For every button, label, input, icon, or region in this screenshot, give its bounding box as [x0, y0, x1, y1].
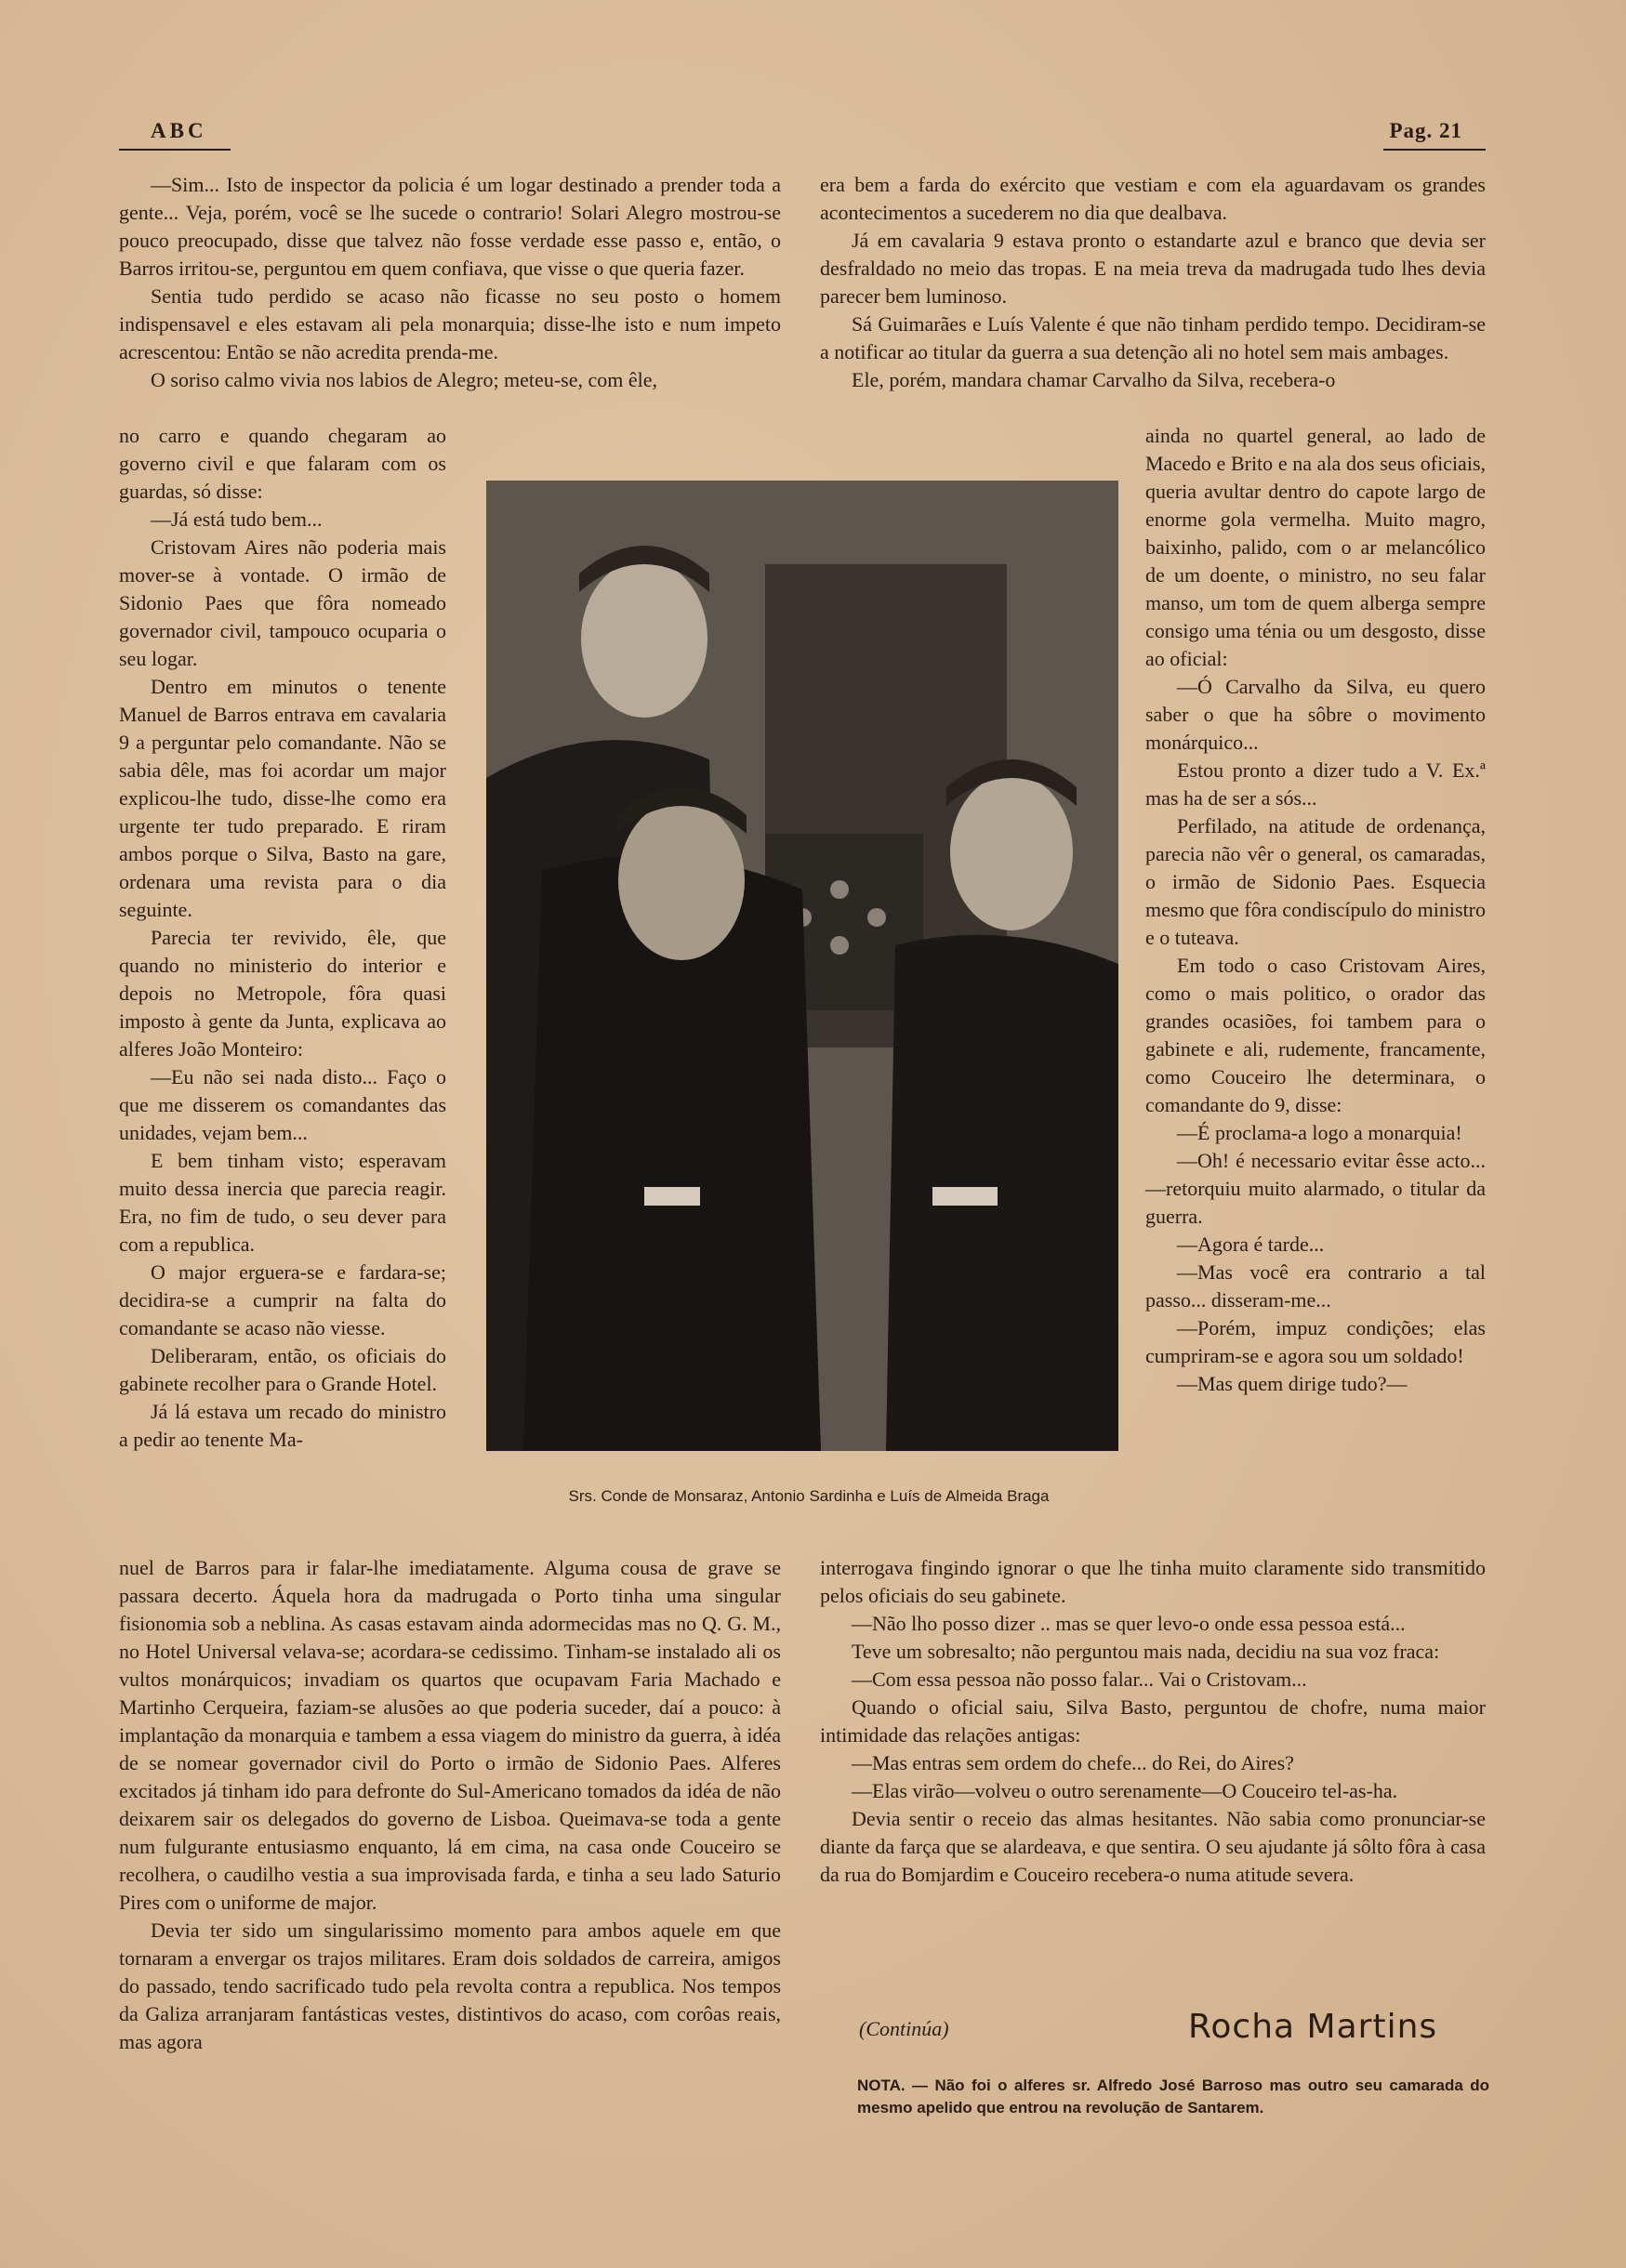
paragraph: —Oh! é necessario evitar êsse acto...—retorquiu muito alarmado, o titular da guerra. [1145, 1149, 1486, 1228]
paragraph: Devia ter sido um singularissimo momento para ambos aquele em que tornaram a envergar os trajos militares. Eram dois soldados de carreira, amigos do passado, tendo sacrificado tudo pela revolta contra a republica. Nos tempos da Galiza arranjaram fantásticas vestes, distintivos do acaso, com corôas reais, mas agora [119, 1919, 781, 2053]
paragraph: O soriso calmo vivia nos labios de Alegro; meteu-se, com êle, [151, 368, 657, 391]
portrait-illustration [486, 481, 1118, 1451]
paragraph: —Não lho posso dizer .. mas se quer levo-o onde essa pessoa está... [852, 1612, 1406, 1635]
column-left-bottom [119, 1554, 781, 2056]
paragraph: —Eu não sei nada disto... Faço o que me disserem os comandantes das unidades, vejam bem... [119, 1065, 446, 1144]
paragraph: interrogava fingindo ignorar o que lhe tinha muito claramente sido transmitido pelos oficiais do seu gabinete. [820, 1556, 1486, 1607]
paragraph: nuel de Barros para ir falar-lhe imediatamente. Alguma cousa de grave se passara decerto. Áquela hora da madrugada o Porto tinha uma singular fisionomia sob a neblina. As casas estavam ainda adormecidas mas no Q. G. M., no Hotel Universal velava-se; acordara-se cedissimo. Tinham-se instalado ali os vultos monárquicos; invadiam os quartos que ocupavam Faria Machado e Martinho Cerqueira, faziam-se alusões ao que poderia suceder, daí a pouco: à implantação da monarquia e tambem a essa viagem do ministro da guerra, à idéa de se nomear governador civil do Porto o irmão de Sidonio Paes. Alferes excitados já tinham ido para defronte do Sul-Americano tomados da idéa de não deixarem sair os delegados do governo de Lisboa. Queimava-se toda a gente num fulgurante entusiasmo enquanto, lá em cima, na casa onde Couceiro se recolhera, o caudilho vestia a sua improvisada farda, e tinha a seu lado Saturio Pires com o uniforme de major. [119, 1556, 781, 1914]
paragraph: —Mas quem dirige tudo?— [1177, 1372, 1408, 1395]
paragraph: Estou pronto a dizer tudo a V. Ex.ª mas ha de ser a sós... [1145, 758, 1486, 810]
paragraph: Sá Guimarães e Luís Valente é que não tinham perdido tempo. Decidiram-se a notificar ao titular da guerra a sua detenção ali no hotel sem mais ambages. [820, 312, 1486, 363]
paragraph: —Porém, impuz condições; elas cumpriram-se e agora sou um soldado! [1145, 1316, 1486, 1367]
paragraph: —É proclama-a logo a monarquia! [1177, 1121, 1462, 1144]
column-right-narrow [1145, 422, 1486, 1398]
paragraph: Perfilado, na atitude de ordenança, parecia não vêr o general, os camaradas, o irmão de Sidonio Paes. Esquecia mesmo que fôra condiscípulo do ministro e o tuteava. [1145, 814, 1486, 949]
footnote: NOTA. — Não foi o alferes sr. Alfredo José Barroso mas outro seu camarada do mesmo apelido que entrou na revolução de Santarem. [857, 2077, 1489, 2116]
paragraph: —Já está tudo bem... [151, 508, 323, 531]
column-right-bottom [820, 1554, 1486, 1889]
paragraph: Parecia ter revivido, êle, que quando no ministerio do interior e depois no Metropole, fôra quasi imposto à gente da Junta, explicava ao alferes João Monteiro: [119, 926, 446, 1061]
header-rule-left [119, 149, 231, 151]
paragraph: no carro e quando chegaram ao governo civil e que falaram com os guardas, só disse: [119, 424, 446, 503]
paragraph: Dentro em minutos o tenente Manuel de Barros entrava em cavalaria 9 a perguntar pelo comandante. Não se sabia dêle, mas foi acordar um major explicou-lhe tudo, disse-lhe como era urgente ter tudo preparado. E riram ambos porque o Silva, Basto na gare, ordenara uma revista para o dia seguinte. [119, 675, 446, 921]
paragraph: Ele, porém, mandara chamar Carvalho da Silva, recebera-o [852, 368, 1336, 391]
header-rule-right [1383, 149, 1486, 151]
page-number: Pag. 21 [1389, 119, 1462, 142]
paragraph: —Mas entras sem ordem do chefe... do Rei, do Aires? [852, 1751, 1294, 1774]
photo-caption: Srs. Conde de Monsaraz, Antonio Sardinha e Luís de Almeida Braga [568, 1487, 1050, 1505]
paragraph: Teve um sobresalto; não perguntou mais nada, decidiu na sua voz fraca: [852, 1640, 1440, 1663]
column-right-top [820, 171, 1486, 394]
paragraph: ainda no quartel general, ao lado de Macedo e Brito e na ala dos seus oficiais, queria avultar dentro do capote largo de enorme gola vermelha. Muito magro, baixinho, palido, com o ar melancólico de um doente, o ministro, no seu falar manso, um tom de quem alberga sempre consigo uma ténia ou um desgosto, disse ao oficial: [1145, 424, 1486, 670]
magazine-title: ABC [151, 119, 207, 142]
paragraph: —Elas virão—volveu o outro serenamente—O Couceiro tel-as-ha. [852, 1779, 1398, 1802]
paragraph: era bem a farda do exército que vestiam e com ela aguardavam os grandes acontecimentos a sucederem no dia que dealbava. [820, 173, 1486, 224]
paragraph: Já lá estava um recado do ministro a pedir ao tenente Ma- [119, 1400, 446, 1451]
paragraph: Em todo o caso Cristovam Aires, como o mais politico, o orador das grandes ocasiões, foi tambem para o gabinete e ali, rudemente, francamente, como Couceiro lhe determinara, o comandante do 9, disse: [1145, 954, 1486, 1116]
paragraph: E bem tinham visto; esperavam muito dessa inercia que parecia reagir. Era, no fim de tudo, o seu dever para com a republica. [119, 1149, 446, 1256]
paragraph: Deliberaram, então, os oficiais do gabinete recolher para o Grande Hotel. [119, 1344, 446, 1395]
continued-note: (Continúa) [859, 2017, 949, 2040]
author-signature: Rocha Martins [1188, 2008, 1438, 2046]
group-portrait-photo [486, 481, 1118, 1451]
paragraph: —Ó Carvalho da Silva, eu quero saber o que ha sôbre o movimento monárquico... [1145, 675, 1486, 754]
column-left-top [119, 171, 781, 394]
paragraph: Sentia tudo perdido se acaso não ficasse no seu posto o homem indispensavel e eles estavam ali pela monarquia; disse-lhe isto e num impeto acrescentou: Então se não acredita prenda-me. [119, 284, 781, 363]
paragraph: Quando o oficial saiu, Silva Basto, perguntou de chofre, numa maior intimidade das relações antigas: [820, 1695, 1486, 1747]
paragraph: —Agora é tarde... [1177, 1233, 1325, 1256]
paragraph: Já em cavalaria 9 estava pronto o estandarte azul e branco que devia ser desfraldado no meio das tropas. E na meia treva da madrugada tudo lhes devia parecer bem luminoso. [820, 229, 1486, 308]
paragraph: —Mas você era contrario a tal passo... disseram-me... [1145, 1260, 1486, 1312]
paragraph: —Sim... Isto de inspector da policia é um logar destinado a prender toda a gente... Veja, porém, você se lhe sucede o contrario! Solari Alegro mostrou-se pouco preocupado, disse que talvez não fosse verdade esse passo e, então, o Barros irritou-se, perguntou em quem confiava, que visse o que queria fazer. [119, 173, 781, 280]
paragraph: —Com essa pessoa não posso falar... Vai o Cristovam... [852, 1668, 1307, 1691]
paragraph: Cristovam Aires não poderia mais mover-se à vontade. O irmão de Sidonio Paes que fôra nomeado governador civil, tampouco ocuparia o seu logar. [119, 535, 446, 670]
paragraph: O major erguera-se e fardara-se; decidira-se a cumprir na falta do comandante se acaso não viesse. [119, 1260, 446, 1339]
column-left-narrow [119, 422, 446, 1454]
paragraph: Devia sentir o receio das almas hesitantes. Não sabia como pronunciar-se diante da farça que se alardeava, e que sentira. O seu ajudante já sôlto fôra à casa da rua do Bomjardim e Couceiro recebera-o numa atitude severa. [820, 1807, 1486, 1886]
